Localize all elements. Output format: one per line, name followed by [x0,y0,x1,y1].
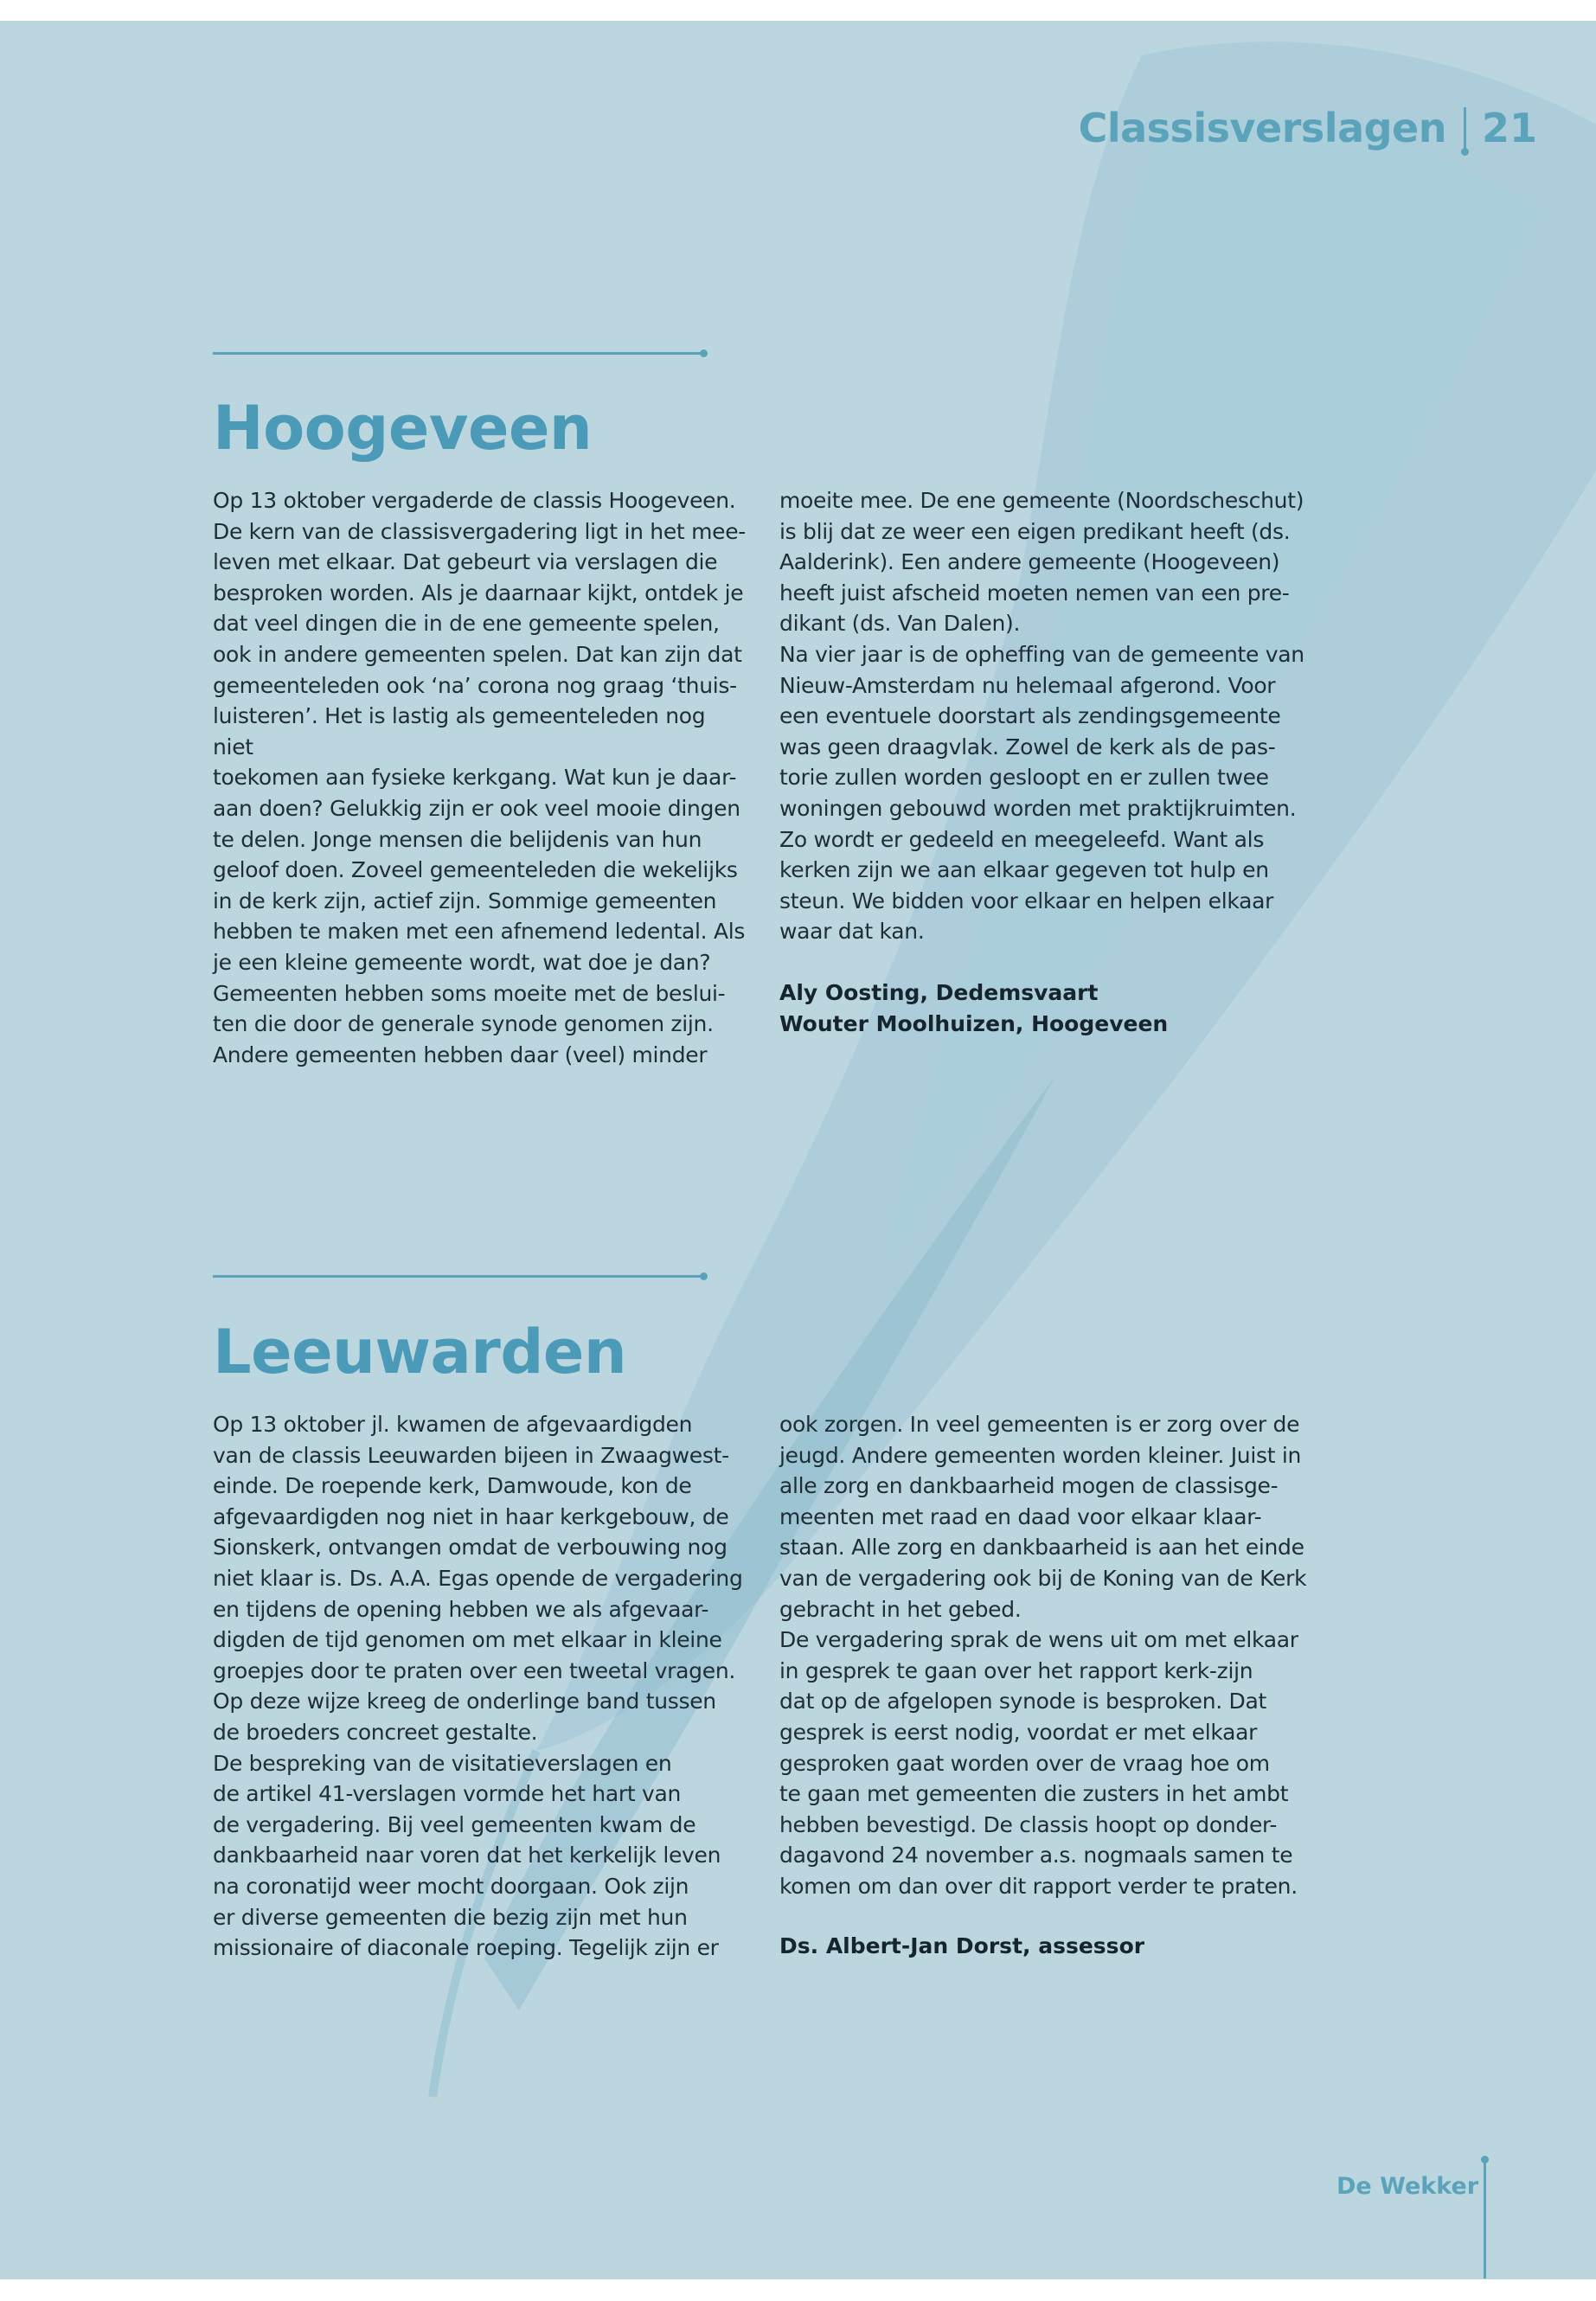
article-divider [213,352,704,355]
article-text-column: moeite mee. De ene gemeente (Noordscheschut) is blij dat ze weer een eigen predikant heeft (ds. Aalderink). Een andere gemeente (Hoogeveen) heeft juist afscheid moeten nemen van een pre- dikant (ds. Van Dalen). Na vier jaar is de opheffing van de gemeente van Nieuw-Amsterdam nu helemaal afgerond. Voor een eventuele doorstart als zendingsgemeente was geen draagvlak. Zowel de kerk als de pas- torie zullen worden gesloopt en er zullen twee woningen gebouwd worden met praktijkruimten. Zo wordt er gedeeld en meegeleefd. Want als kerken zijn we aan elkaar gegeven tot hulp en steun. We bidden voor elkaar en helpen elkaar waar dat kan. [779,488,1304,945]
article-signature: Aly Oosting, Dedemsvaart Wouter Moolhuizen, Hoogeveen [779,980,1169,1036]
article-title: Hoogeveen [213,393,593,464]
header-divider [1464,107,1466,149]
article-text-column: Op 13 oktober vergaderde de classis Hoogeveen. De kern van de classisvergadering ligt in het mee- leven met elkaar. Dat gebeurt via verslagen die besproken worden. Als je daarnaar kijkt, ontdek je dat veel dingen die in de ene gemeente spelen, ook in andere gemeenten spelen. Dat kan zijn dat gemeenteleden ook ‘na’ corona nog graag ‘thuis- luisteren’. Het is lastig als gemeenteleden nog niet toekomen aan fysieke kerkgang. Wat kun je daar- aan doen? Gelukkig zijn er ook veel mooie dingen te delen. Jonge mensen die belijdenis van hun geloof doen. Zoveel gemeenteleden die wekelijks in de kerk zijn, actief zijn. Sommige gemeenten hebben te maken met een afnemend ledental. Als je een kleine gemeente wordt, wat doe je dan? Gemeenten hebben soms moeite met de beslui- ten die door de generale synode genomen zijn. Andere gemeenten hebben daar (veel) minder [213,488,747,1067]
magazine-page [0,21,1596,2279]
article-text-column: ook zorgen. In veel gemeenten is er zorg over de jeugd. Andere gemeenten worden kleiner. Juist in alle zorg en dankbaarheid mogen de classisge- meenten met raad en daad voor elkaar klaar- staan. Alle zorg en dankbaarheid is aan het einde van de vergadering ook bij de Koning van de Kerk gebracht in het gebed. De vergadering sprak de wens uit om met elkaar in gesprek te gaan over het rapport kerk-zijn dat op de afgelopen synode is besproken. Dat gesprek is eerst nodig, voordat er met elkaar gesproken gaat worden over de vraag hoe om te gaan met gemeenten die zusters in het ambt hebben bevestigd. De classis hoopt op donder- dagavond 24 november a.s. nogmaals samen te komen om dan over dit rapport verder te praten. [779,1412,1307,1899]
section-title: Classisverslagen [1078,105,1446,151]
article-divider [213,1275,704,1278]
page-number: 21 [1481,105,1537,151]
article-signature: Ds. Albert-Jan Dorst, assessor [779,1933,1145,1958]
article-title: Leeuwarden [213,1317,627,1388]
footer-divider [1484,2161,1486,2279]
magazine-name: De Wekker [1336,2173,1479,2200]
article-text-column: Op 13 oktober jl. kwamen de afgevaardigden van de classis Leeuwarden bijeen in Zwaagwest- einde. De roepende kerk, Damwoude, kon de afgevaardigden nog niet in haar kerkgebouw, de Sionskerk, ontvangen omdat de verbouwing nog niet klaar is. Ds. A.A. Egas opende de vergadering en tijdens de opening hebben we als afgevaar- digden de tijd genomen om met elkaar in kleine groepjes door te praten over een tweetal vragen. Op deze wijze kreeg de onderlinge band tussen de broeders concreet gestalte. De bespreking van de visitatieverslagen en de artikel 41-verslagen vormde het hart van de vergadering. Bij veel gemeenten kwam de dankbaarheid naar voren dat het kerkelijk leven na coronatijd weer mocht doorgaan. Ook zijn er diverse gemeenten die bezig zijn met hun missionaire of diaconale roeping. Tegelijk zijn er [213,1412,743,1961]
page-header [1079,93,1537,163]
